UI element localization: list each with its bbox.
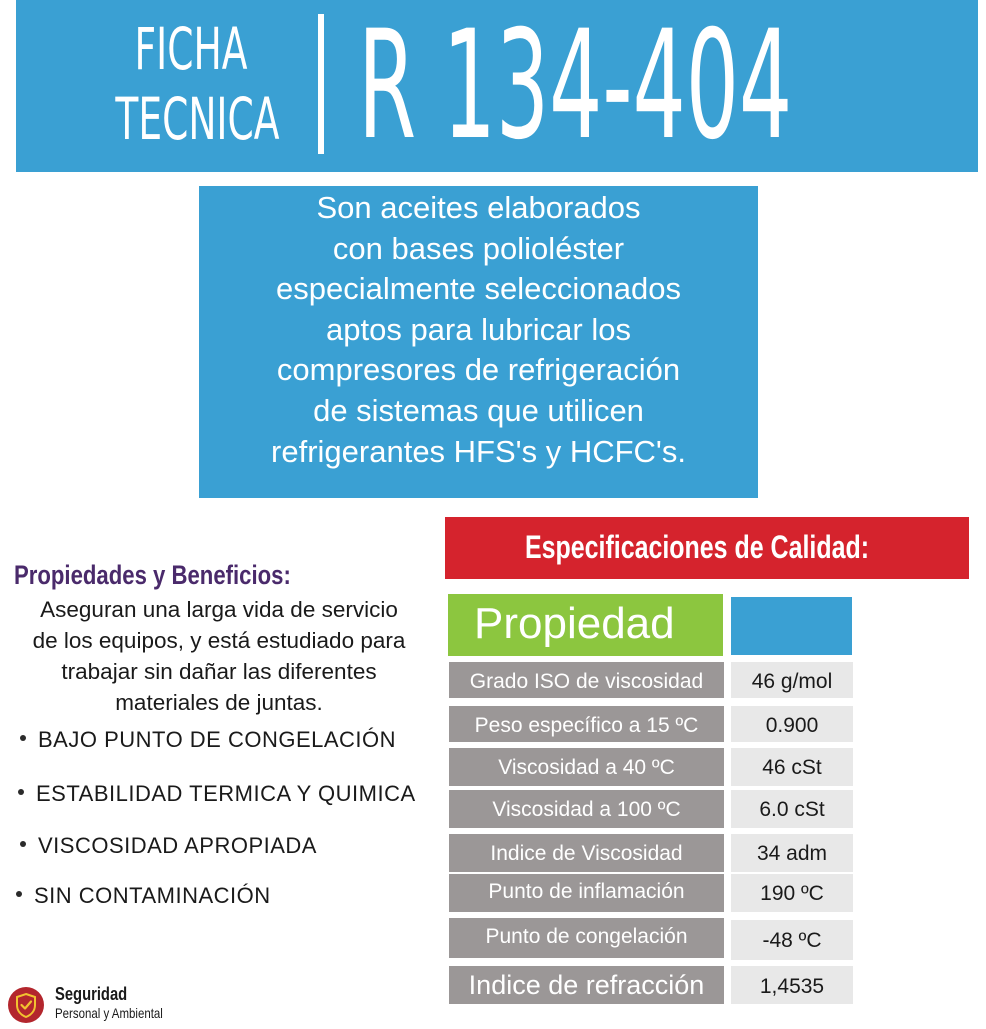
spec-property-cell: Grado ISO de viscosidad (449, 662, 724, 698)
logo-subtitle: Personal y Ambiental (55, 1005, 163, 1021)
spec-value-cell: 6.0 cSt (731, 790, 853, 828)
spec-property-cell: Peso específico a 15 ºC (449, 706, 724, 742)
benefits-line: materiales de juntas. (115, 690, 323, 715)
description-line: compresores de refrigeración (276, 352, 681, 388)
ficha-line-1: FICHA (134, 15, 248, 83)
benefit-bullet (16, 882, 271, 910)
specs-title-banner (445, 517, 969, 579)
property-column-header (448, 594, 723, 656)
benefit-bullet-text: BAJO PUNTO DE CONGELACIÓN (38, 727, 397, 752)
bullet-icon (18, 789, 24, 795)
spec-property-cell: Viscosidad a 40 ºC (449, 748, 724, 786)
spec-value-cell: 1,4535 (731, 966, 853, 1004)
value-column-header (731, 597, 852, 655)
spec-value-cell: 34 adm (731, 834, 853, 872)
spec-property-cell: Indice de Viscosidad (449, 834, 724, 872)
benefit-bullet-text: ESTABILIDAD TERMICA Y QUIMICA (36, 781, 416, 806)
benefit-bullet (20, 832, 317, 860)
specs-title: Especificaciones de Calidad: (525, 529, 870, 565)
benefit-bullet (18, 780, 416, 808)
benefit-bullet (20, 726, 396, 754)
header-banner (16, 0, 978, 172)
ficha-tecnica-label (115, 14, 280, 154)
product-model: R 134-404 (358, 0, 793, 173)
bullet-icon (20, 735, 26, 741)
description-line: con bases polioléster (332, 230, 625, 266)
bullet-icon (20, 841, 26, 847)
spec-value-cell: -48 ºC (731, 920, 853, 960)
benefit-bullet-text: VISCOSIDAD APROPIADA (38, 833, 317, 858)
spec-property-cell: Viscosidad a 100 ºC (449, 790, 724, 828)
benefit-bullet-text: SIN CONTAMINACIÓN (34, 883, 271, 908)
benefits-title: Propiedades y Beneficios: (14, 560, 291, 590)
shield-icon (7, 986, 45, 1024)
description-line: aptos para lubricar los (326, 311, 631, 347)
description-line: especialmente seleccionados (276, 271, 681, 307)
description-line: refrigerantes HFS's y HCFC's. (271, 433, 686, 469)
spec-property-cell: Punto de inflamación (449, 874, 724, 912)
description-line: Son aceites elaborados (316, 190, 641, 225)
benefits-line: Aseguran una larga vida de servicio (40, 597, 398, 622)
bullet-icon (16, 891, 22, 897)
description-line: de sistemas que utilicen (313, 392, 644, 428)
property-header-label: Propiedad (474, 599, 675, 648)
spec-value-cell: 0.900 (731, 706, 853, 742)
product-description (199, 186, 758, 498)
spec-value-cell: 190 ºC (731, 874, 853, 912)
spec-value-cell: 46 cSt (731, 748, 853, 786)
spec-property-cell: Indice de refracción (449, 966, 724, 1004)
ficha-line-2: TECNICA (115, 85, 280, 153)
spec-value-cell: 46 g/mol (731, 662, 853, 698)
benefits-line: de los equipos, y está estudiado para (32, 628, 406, 653)
logo-title: Seguridad (55, 984, 128, 1004)
header-divider (318, 14, 324, 154)
benefits-description (0, 594, 438, 718)
benefits-line: trabajar sin dañar las diferentes (61, 659, 377, 684)
spec-property-cell: Punto de congelación (449, 918, 724, 958)
